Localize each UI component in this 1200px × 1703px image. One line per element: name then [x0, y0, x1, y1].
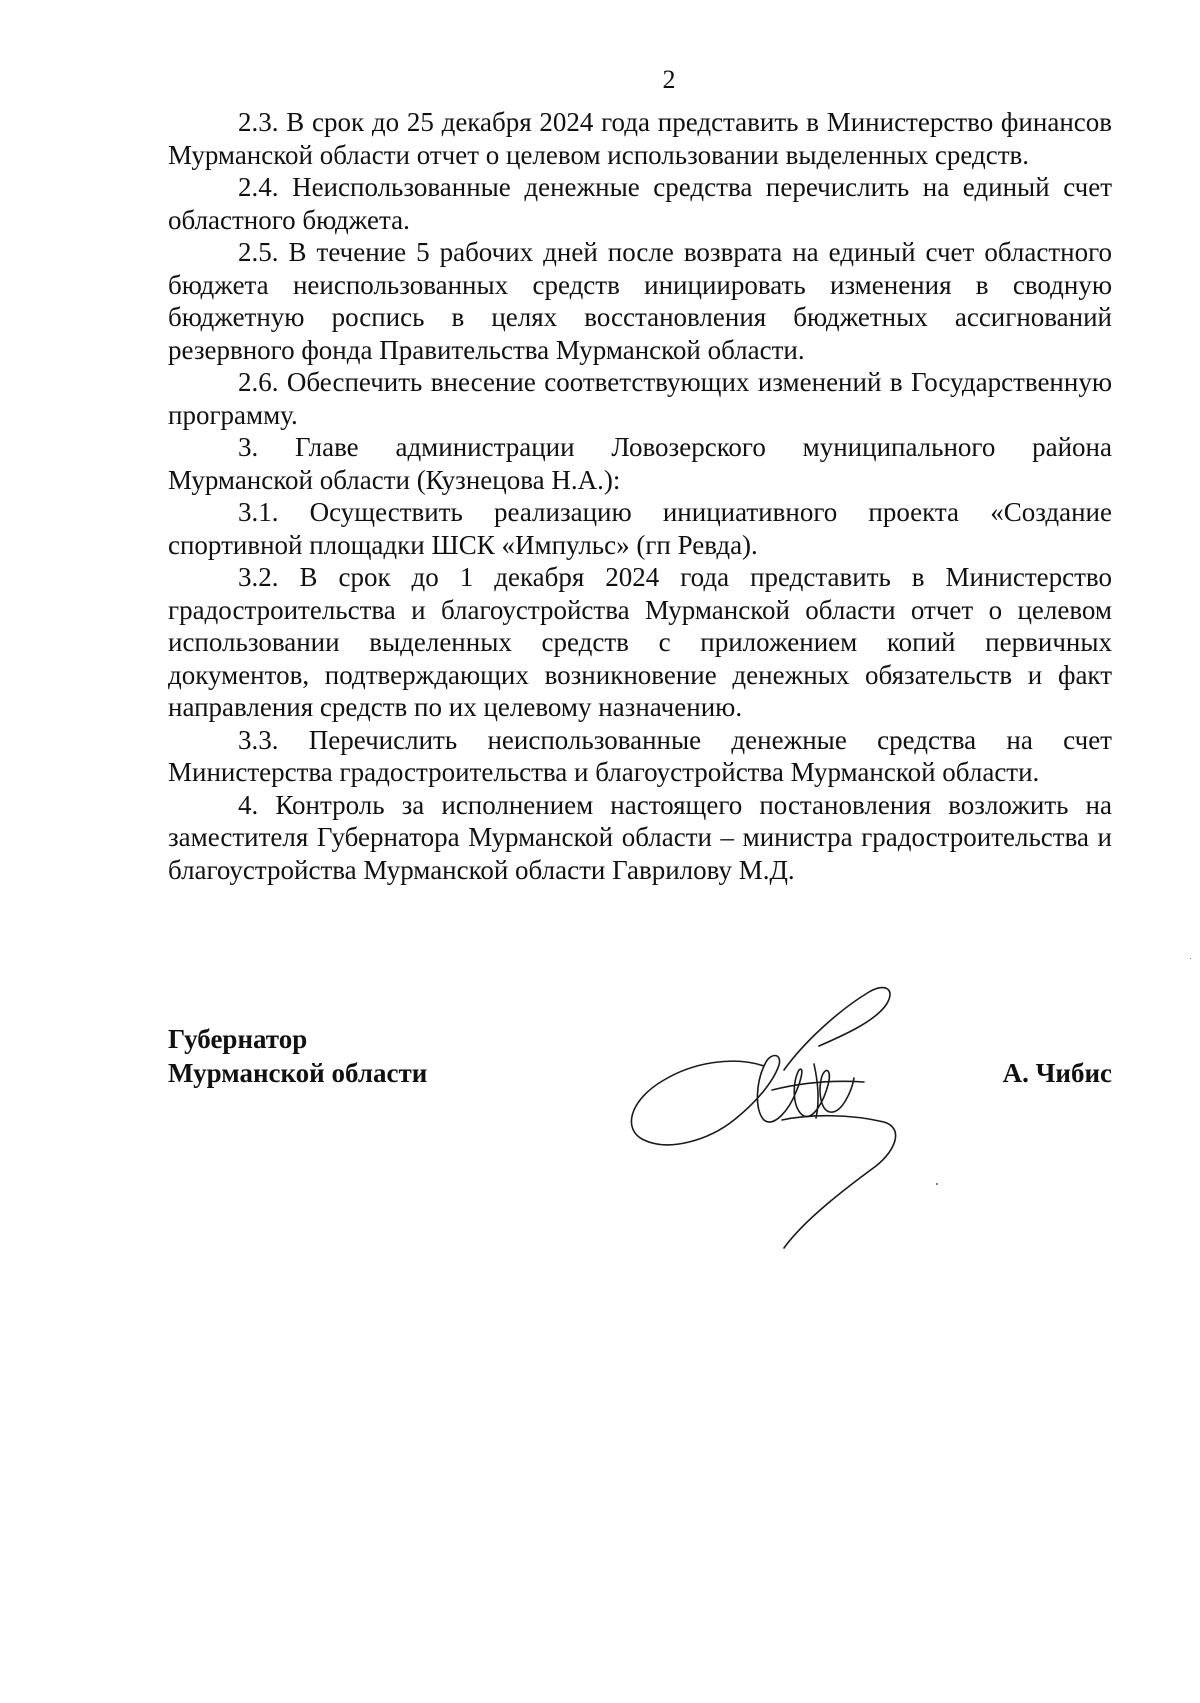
- paragraph-4: 4. Контроль за исполнением настоящего постановления возложить на заместителя Губернатора Мурманской области – министра градостроительства и благоустройства Мурманской области Гаврилову М.Д.: [168, 789, 1112, 885]
- paragraph-3-3: 3.3. Перечислить неиспользованные денежные средства на счет Министерства градостроительства и благоустройства Мурманской области.: [168, 724, 1112, 787]
- scan-speck: [1190, 958, 1191, 959]
- signer-position: [168, 1022, 427, 1090]
- paragraph-3-1: 3.1. Осуществить реализацию инициативного проекта «Создание спортивной площадки ШСК «Импульс» (гп Ревда).: [168, 497, 1112, 560]
- paragraph-2-3: 2.3. В срок до 25 декабря 2024 года представить в Министерство финансов Мурманской области отчет о целевом использовании выделенных средств.: [168, 107, 1112, 170]
- paragraph-2-4: 2.4. Неиспользованные денежные средства перечислить на единый счет областного бюджета.: [168, 172, 1112, 235]
- document-body: [168, 106, 1112, 886]
- paragraph-3-2: 3.2. В срок до 1 декабря 2024 года представить в Министерство градостроительства и благоустройства Мурманской области отчет о целевом использовании выделенных средств с приложением копий первичных документов, подтверждающих возникновение денежных обязательств и факт направления средств по их целевому назначению.: [168, 562, 1112, 722]
- signer-name: А. Чибис: [1002, 1058, 1112, 1088]
- paragraph-2-6: 2.6. Обеспечить внесение соответствующих изменений в Государственную программу.: [168, 367, 1112, 430]
- scan-speck: [936, 1183, 938, 1185]
- paragraph-3: 3. Главе администрации Ловозерского муниципального района Мурманской области (Кузнецова Н.А.):: [168, 432, 1112, 495]
- signature-block: [168, 1022, 1112, 1262]
- paragraph-2-5: 2.5. В течение 5 рабочих дней после возврата на единый счет областного бюджета неиспользованных средств инициировать изменения в сводную бюджетную роспись в целях восстановления бюджетных ассигнований резервного фонда Правительства Мурманской области.: [168, 237, 1112, 365]
- signer-position-line1: Губернатор: [168, 1024, 308, 1054]
- page-number: 2: [662, 65, 676, 94]
- handwritten-signature: [614, 970, 914, 1260]
- signer-position-line2: Мурманской области: [168, 1058, 428, 1088]
